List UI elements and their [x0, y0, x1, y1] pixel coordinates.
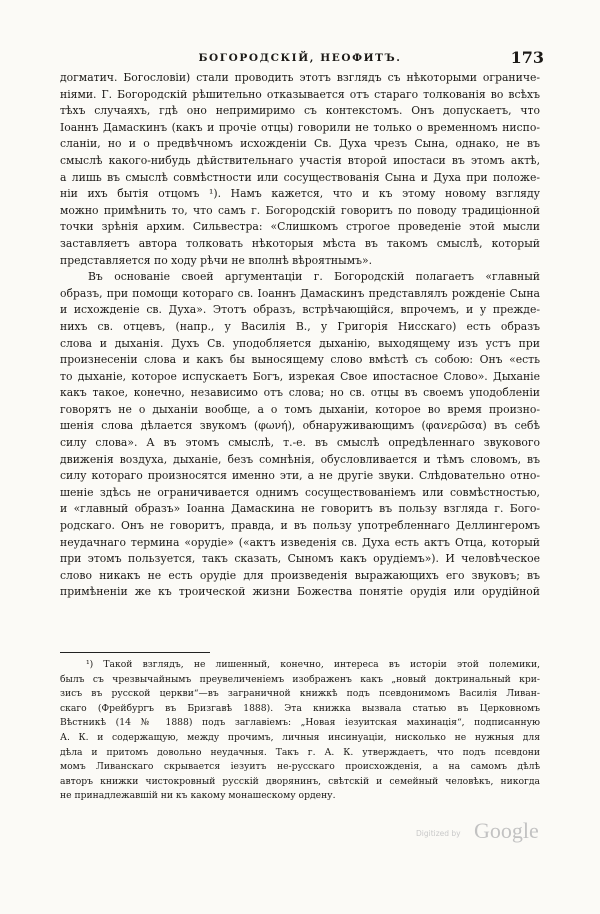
footnote-line: А. К. и содержащую, между прочимъ, личныя инсинуаціи, нисколько не нужныя для: [60, 731, 540, 743]
text-line: шеніе здѣсь не ограничивается однимъ сосуществованіемъ или совмѣстностью,: [60, 485, 540, 499]
text-line: движенія воздуха, дыханіе, безъ сомнѣнія, обусловливается и тѣмъ словомъ, въ: [60, 452, 540, 466]
text-line: образъ, при помощи котораго св. Іоаннъ Дамаскинъ представлялъ рожденіе Сына: [60, 286, 540, 300]
text-line: а лишь въ смыслѣ совмѣстности или сосуществованія Сына и Духа при положе-: [60, 170, 540, 184]
google-watermark: [416, 814, 556, 844]
google-logo: Google: [474, 818, 539, 843]
text-line: ніями. Г. Богородскій рѣшительно отказывается отъ стараго толкованія во всѣхъ: [60, 87, 540, 101]
footnote-line: былъ съ чрезвычайнымъ преувеличеніемъ изображенъ какъ „новый доктринальный кри-: [60, 673, 540, 685]
text-line: догматич. Богословіи) стали проводить этотъ взглядъ съ нѣкоторыми ограниче-: [60, 71, 540, 84]
text-line: неудачнаго термина «орудіе» («актъ изведенія св. Духа есть актъ Отца, который: [60, 535, 540, 549]
footnote-line: не принадлежавшій ни къ какому монашескому ордену.: [60, 790, 336, 802]
text-line: Іоаннъ Дамаскинъ (какъ и прочіе отцы) говорили не только о временномъ ниспо-: [60, 120, 540, 134]
text-line: при этомъ пользуется, такъ сказать, Сыномъ какъ орудіемъ»). И человѣческое: [60, 552, 540, 566]
footnote-line: ¹) Такой взглядъ, не лишенный, конечно, интереса въ исторіи этой полемики,: [86, 659, 540, 670]
text-line: и «главный образъ» Іоанна Дамаскина не говоритъ въ пользу взгляда г. Бого-: [60, 502, 540, 516]
text-line: шенія слова дѣлается звукомъ (φωνή), обнаруживающимъ (φανερῶσα) въ себѣ: [60, 419, 540, 433]
text-line: точки зрѣнія архим. Сильвестра: «Слишкомъ строгое проведеніе этой мысли: [60, 220, 540, 234]
text-line: говорятъ не о дыханіи вообще, а о томъ дыханіи, которое во время произно-: [60, 402, 540, 416]
text-line: нихъ св. отцевъ, (напр., у Василія В., у Григорія Нисскаго) есть образъ: [60, 319, 540, 333]
footnote-line: дѣла и притомъ довольно неудачныя. Такъ г. А. К. утверждаетъ, что подъ псевдони: [60, 746, 540, 758]
footnote-line: авторъ книжки чистокровный русскій дворянинъ, свѣтскій и семейный человѣкъ, никогда: [60, 775, 540, 787]
footnote-separator: [60, 652, 210, 653]
footnote-line: Вѣстникѣ (14 № 1888) подъ заглавіемъ: „Новая іезуитская махинація“, подписанную: [60, 717, 540, 729]
text-line: примѣненіи же къ троической жизни Божества понятіе орудія или орудійной: [60, 585, 540, 599]
text-line: можно примѣнить то, что самъ г. Богородскій говоритъ по поводу традиціонной: [60, 203, 540, 217]
text-line: родскаго. Онъ не говоритъ, правда, и въ пользу употребленнаго Деллингеромъ: [60, 519, 540, 533]
text-line: ніи ихъ бытія отцомъ ¹). Намъ кажется, что и къ этому новому взгляду: [60, 187, 540, 201]
footnote-line: зисъ въ русской церкви“—въ заграничной книжкѣ подъ псевдонимомъ Василія Ливан-: [60, 688, 540, 700]
text-line: тѣхъ случаяхъ, гдѣ оно непримиримо съ контекстомъ. Онъ допускаетъ, что: [60, 104, 540, 118]
footnote-line: скаго (Фрейбургъ въ Бризгавѣ 1888). Эта книжка вызвала статью въ Церковномъ: [60, 702, 540, 714]
footnote: [60, 658, 540, 804]
text-line: заставляетъ автора толковать нѣкоторыя мѣста въ такомъ смыслѣ, который: [60, 236, 540, 250]
body-text: [60, 70, 540, 601]
text-line: представляется по ходу рѣчи не вполнѣ вѣроятнымъ».: [60, 253, 373, 267]
page-header: [60, 48, 544, 72]
watermark-digitized-label: Digitized by: [416, 829, 461, 838]
text-line: силу слова». А въ этомъ смыслѣ, т.-е. въ смыслѣ опредѣленнаго звукового: [60, 436, 540, 450]
text-line: слова и дыханія. Духъ Св. уподобляется дыханію, выходящему изъ устъ при: [60, 336, 540, 350]
text-line: смыслѣ какого-нибудь дѣйствительнаго участія второй ипостаси въ этомъ актѣ,: [60, 153, 540, 167]
text-line: произнесеніи слова и какъ бы выносящему слово вмѣстѣ съ собою: Онъ «есть: [60, 353, 540, 367]
footnote-line: момъ Ливанскаго скрывается іезуитъ не-русскаго происхожденія, а на самомъ дѣлѣ: [60, 761, 540, 773]
text-line: сланіи, но и о предвѣчномъ исхожденіи Св. Духа чрезъ Сына, однако, не въ: [60, 137, 540, 151]
text-line: и исхожденіе св. Духа». Этотъ образъ, встрѣчающійся, впрочемъ, и у прежде-: [60, 303, 540, 317]
text-line: Въ основаніе своей аргументаціи г. Богородскій полагаетъ «главный: [88, 270, 540, 284]
running-head: БОГОРОДСКІЙ, НЕОФИТЪ.: [198, 52, 402, 64]
text-line: слово никакъ не есть орудіе для произведенія выражающихъ его звуковъ; въ: [60, 568, 540, 582]
page-number: 173: [510, 48, 544, 67]
text-line: какъ такое, конечно, независимо отъ слова; но св. отцы въ своемъ уподобленіи: [60, 386, 540, 400]
text-line: то дыханіе, которое испускаетъ Богъ, изрекая Свое ипостасное Слово». Дыханіе: [60, 369, 540, 383]
text-line: силу котораго произносятся именно эти, а не другіе звуки. Слѣдовательно отно-: [60, 469, 540, 483]
